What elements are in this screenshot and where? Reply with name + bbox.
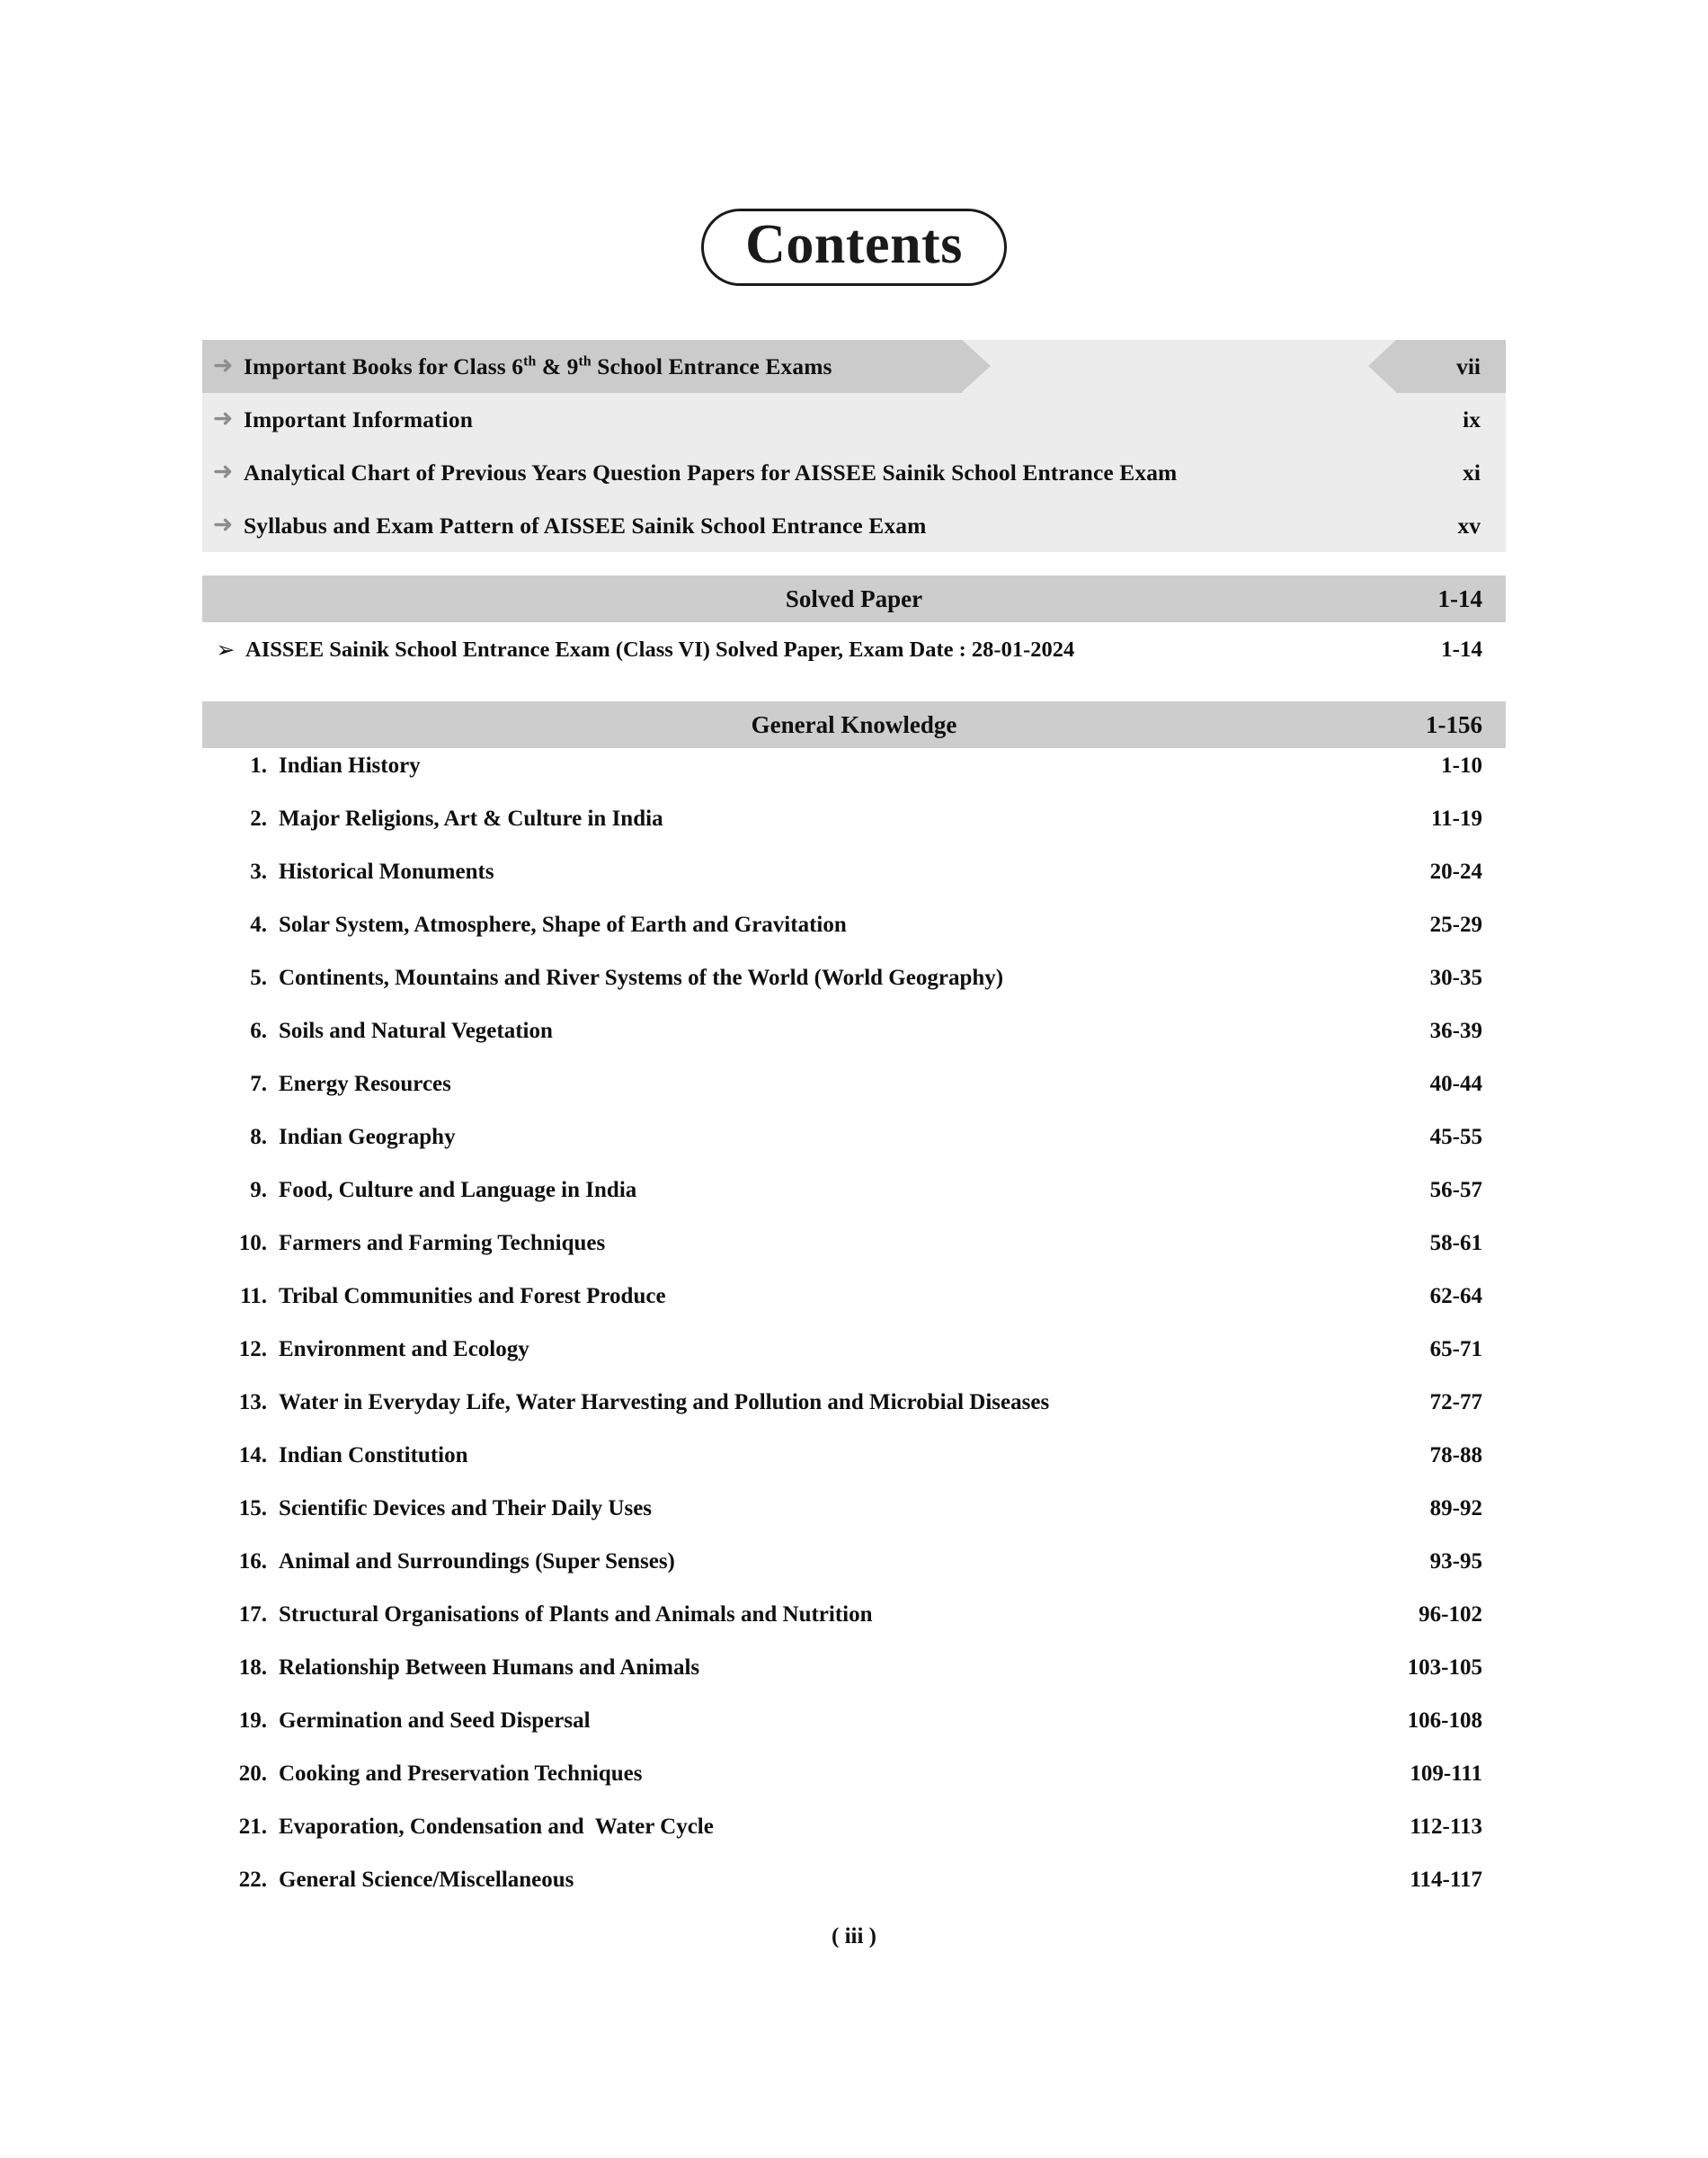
chapter-title: Water in Everyday Life, Water Harvesting and Pollution and Microbial Diseases (279, 1390, 1050, 1414)
chapter-number: 6. (250, 1019, 267, 1043)
chapter-title: Food, Culture and Language in India (279, 1178, 637, 1202)
chapter-number: 8. (250, 1125, 267, 1149)
chapter-number: 20. (238, 1761, 267, 1786)
chapter-row[interactable] (202, 1443, 1506, 1496)
chapter-number: 12. (238, 1337, 267, 1361)
chapter-page-range: 45-55 (1429, 1125, 1482, 1149)
chapter-page-range: 78-88 (1429, 1443, 1482, 1467)
chapter-title: General Science/Miscellaneous (279, 1868, 574, 1892)
solved-paper-entry[interactable] (202, 622, 1506, 678)
chapter-page-range: 103-105 (1407, 1655, 1482, 1680)
section-header-general-knowledge (202, 701, 1506, 748)
chapter-page-range: 36-39 (1429, 1019, 1482, 1043)
chapter-row[interactable] (202, 966, 1506, 1019)
chapter-title: Structural Organisations of Plants and Animals and Nutrition (279, 1602, 873, 1627)
chapter-number: 2. (250, 807, 267, 831)
chapter-title: Relationship Between Humans and Animals (279, 1655, 700, 1680)
chapter-row[interactable] (202, 1655, 1506, 1708)
chapter-title: Scientific Devices and Their Daily Uses (279, 1496, 653, 1520)
chapter-row[interactable] (202, 1761, 1506, 1815)
chapter-row[interactable] (202, 1815, 1506, 1868)
chapter-page-range: 72-77 (1429, 1390, 1482, 1414)
chapter-number: 3. (250, 860, 267, 884)
chapter-page-range: 112-113 (1410, 1815, 1482, 1839)
chapter-number: 13. (238, 1390, 267, 1414)
section-header-solved-paper (202, 575, 1506, 622)
front-matter-item[interactable] (202, 393, 1506, 446)
chapter-number: 10. (238, 1231, 267, 1255)
chapter-page-range: 56-57 (1429, 1178, 1482, 1202)
chapter-number: 21. (238, 1815, 267, 1839)
chapter-row[interactable] (202, 1178, 1506, 1231)
chapter-row[interactable] (202, 807, 1506, 860)
front-matter-item-page: xv (1457, 512, 1481, 539)
chapter-number: 14. (238, 1443, 267, 1467)
chapter-number: 22. (238, 1868, 267, 1892)
chapter-number: 18. (238, 1655, 267, 1680)
chapter-title: Energy Resources (279, 1072, 451, 1096)
front-matter-item-page: ix (1463, 406, 1481, 432)
section-header-title: Solved Paper (785, 584, 923, 612)
page-footer: ( iii ) (832, 1924, 876, 1948)
chapter-title: Environment and Ecology (279, 1337, 529, 1361)
chapter-row[interactable] (202, 1390, 1506, 1443)
chapter-title: Animal and Surroundings (Super Senses) (279, 1549, 675, 1574)
chapter-page-range: 20-24 (1429, 860, 1482, 884)
section-header-page-range: 1-156 (1426, 710, 1482, 738)
front-matter-item-label: Important Books for Class 6th & 9th School Entrance Exams (244, 352, 832, 379)
chapter-row[interactable] (202, 1072, 1506, 1125)
chapter-title: Cooking and Preservation Techniques (279, 1761, 643, 1786)
contents-body (202, 340, 1506, 1921)
front-matter-item-label: Important Information (244, 406, 473, 432)
chapter-title: Major Religions, Art & Culture in India (279, 807, 663, 831)
chapter-row[interactable] (202, 860, 1506, 913)
chapter-title: Farmers and Farming Techniques (279, 1231, 606, 1255)
chapter-row[interactable] (202, 754, 1506, 807)
chapter-page-range: 93-95 (1429, 1549, 1482, 1574)
chapter-row[interactable] (202, 913, 1506, 966)
chapter-row[interactable] (202, 1602, 1506, 1655)
chapter-number: 16. (238, 1549, 267, 1574)
chapter-title: Evaporation, Condensation and Water Cycle (279, 1815, 714, 1839)
chapter-title: Indian History (279, 754, 421, 778)
front-matter-list (202, 340, 1506, 552)
arrow-right-icon: ➜ (212, 510, 234, 538)
section-header-page-range: 1-14 (1437, 584, 1482, 612)
chapter-title: Soils and Natural Vegetation (279, 1019, 553, 1043)
front-matter-item-page: vii (1456, 352, 1481, 379)
arrow-right-icon: ➜ (212, 404, 234, 432)
chapter-number: 4. (250, 913, 267, 937)
front-matter-item[interactable] (202, 446, 1506, 499)
page-title: Contents (745, 214, 963, 275)
front-matter-item[interactable] (202, 340, 1506, 393)
chapter-row[interactable] (202, 1337, 1506, 1390)
chapter-title: Tribal Communities and Forest Produce (279, 1284, 666, 1308)
chapter-number: 1. (250, 754, 267, 778)
chapter-page-range: 58-61 (1429, 1231, 1482, 1255)
chapter-page-range: 62-64 (1429, 1284, 1482, 1308)
page-title-pill (701, 209, 1007, 286)
chapter-title: Continents, Mountains and River Systems of the World (World Geography) (279, 966, 1004, 990)
chapter-title: Historical Monuments (279, 860, 494, 884)
chapter-page-range: 40-44 (1429, 1072, 1482, 1096)
chapter-title: Germination and Seed Dispersal (279, 1708, 591, 1733)
solved-paper-entry-label: AISSEE Sainik School Entrance Exam (Class VI) Solved Paper, Exam Date : 28-01-2024 (245, 638, 1075, 662)
arrowhead-bullet-icon: ➢ (216, 638, 236, 663)
chapter-row[interactable] (202, 1708, 1506, 1761)
chapter-page-range: 109-111 (1410, 1761, 1482, 1786)
section-header-title: General Knowledge (751, 710, 957, 738)
arrow-right-icon: ➜ (212, 457, 234, 485)
front-matter-item[interactable] (202, 499, 1506, 552)
chapter-title: Indian Geography (279, 1125, 456, 1149)
solved-paper-entry-page: 1-14 (1441, 638, 1482, 662)
front-matter-item-label: Syllabus and Exam Pattern of AISSEE Sainik School Entrance Exam (244, 512, 927, 539)
chapter-row[interactable] (202, 1284, 1506, 1337)
chapter-page-range: 25-29 (1429, 913, 1482, 937)
chapter-page-range: 11-19 (1431, 807, 1482, 831)
chapter-page-range: 1-10 (1441, 754, 1482, 778)
front-matter-item-label: Analytical Chart of Previous Years Question Papers for AISSEE Sainik School Entrance Exam (244, 459, 1178, 486)
chapter-number: 17. (238, 1602, 267, 1627)
page-title-container (0, 209, 1708, 286)
chapter-page-range: 106-108 (1407, 1708, 1482, 1733)
chapter-title: Solar System, Atmosphere, Shape of Earth and Gravitation (279, 913, 847, 937)
chapter-number: 9. (250, 1178, 267, 1202)
chapter-page-range: 65-71 (1429, 1337, 1482, 1361)
chapter-row[interactable] (202, 1549, 1506, 1602)
chapter-row[interactable] (202, 1868, 1506, 1921)
chapter-page-range: 30-35 (1429, 966, 1482, 990)
chapter-page-range: 96-102 (1419, 1602, 1482, 1627)
chapter-row[interactable] (202, 1231, 1506, 1284)
arrow-right-icon: ➜ (212, 351, 234, 379)
chapter-list (202, 754, 1506, 1921)
chapter-number: 15. (238, 1496, 267, 1520)
chapter-number: 5. (250, 966, 267, 990)
chapter-row[interactable] (202, 1019, 1506, 1072)
chapter-row[interactable] (202, 1125, 1506, 1178)
chapter-number: 19. (238, 1708, 267, 1733)
chapter-page-range: 114-117 (1410, 1868, 1482, 1892)
chapter-title: Indian Constitution (279, 1443, 468, 1467)
chapter-number: 7. (250, 1072, 267, 1096)
chapter-number: 11. (240, 1284, 267, 1308)
chapter-page-range: 89-92 (1429, 1496, 1482, 1520)
chapter-row[interactable] (202, 1496, 1506, 1549)
front-matter-item-page: xi (1463, 459, 1481, 486)
